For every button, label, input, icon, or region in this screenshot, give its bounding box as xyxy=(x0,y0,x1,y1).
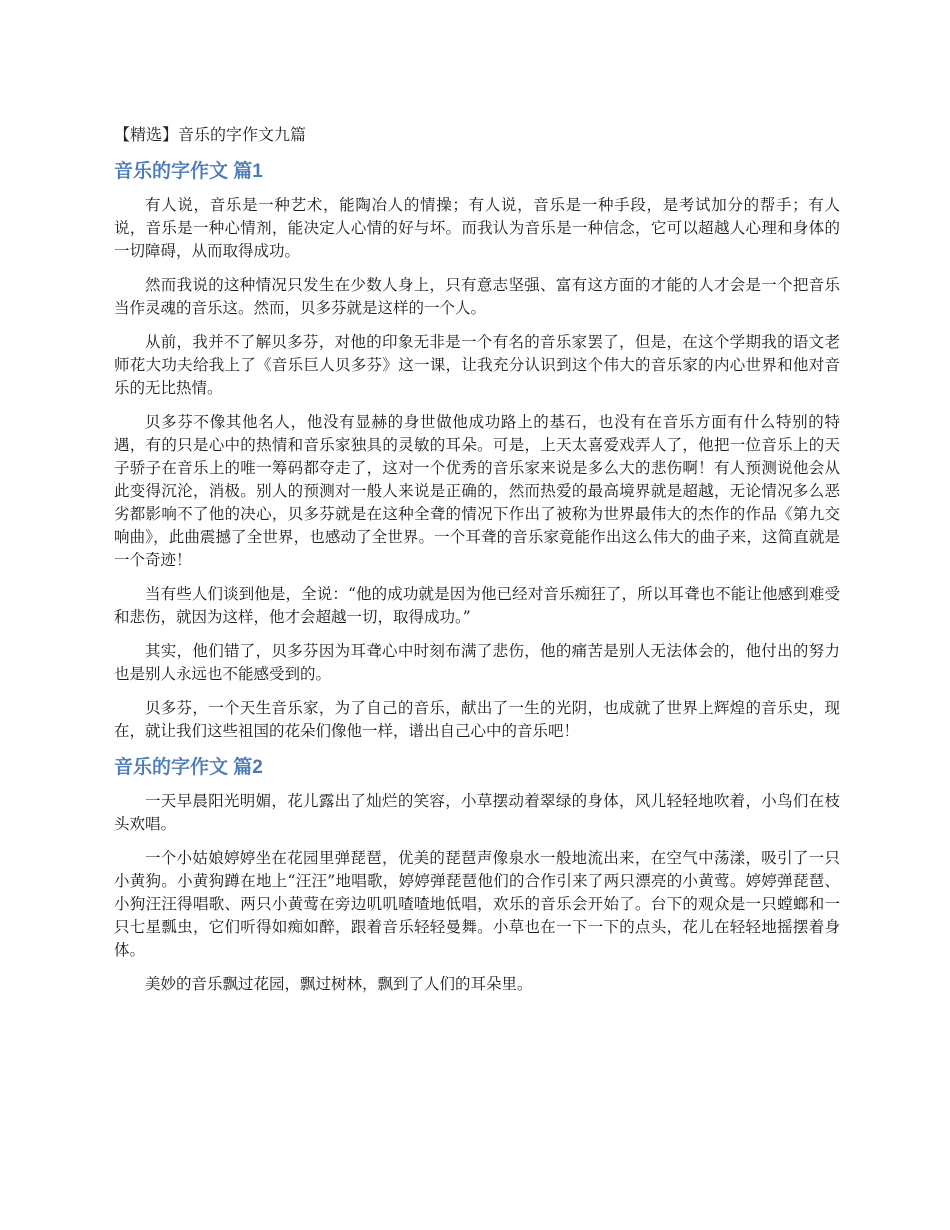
paragraph: 其实，他们错了，贝多芬因为耳聋心中时刻布满了悲伤，他的痛苦是别人无法体会的，他付出的努力也是别人永远也不能感受到的。 xyxy=(114,642,840,683)
section-1 xyxy=(114,158,840,743)
document-page xyxy=(114,122,840,1007)
paragraph: 有人说，音乐是一种艺术，能陶冶人的情操；有人说，音乐是一种手段，是考试加分的帮手；有人说，音乐是一种心情剂，能决定人心情的好与坏。而我认为音乐是一种信念，它可以超越人心理和身体的一切障碍，从而取得成功。 xyxy=(114,196,840,260)
paragraph: 贝多芬不像其他名人，他没有显赫的身世做他成功路上的基石，也没有在音乐方面有什么特别的特遇，有的只是心中的热情和音乐家独具的灵敏的耳朵。可是，上天太喜爱戏弄人了，他把一位音乐上的天子骄子在音乐上的唯一筹码都夺走了，这对一个优秀的音乐家来说是多么大的悲伤啊！有人预测说他会从此变得沉沦，消极。别人的预测对一般人来说是正确的，然而热爱的最高境界就是超越，无论情况多么恶劣都影响不了他的决心，贝多芬就是在这种全聋的情况下作出了被称为世界最伟大的杰作的作品《第九交响曲》，此曲震撼了全世界，也感动了全世界。一个耳聋的音乐家竟能作出这么伟大的曲子来，这简直就是一个奇迹！ xyxy=(114,413,840,569)
section-heading: 音乐的字作文 篇2 xyxy=(114,757,263,778)
paragraph: 美妙的音乐飘过花园，飘过树林，飘到了人们的耳朵里。 xyxy=(145,975,533,993)
paragraph: 然而我说的这种情况只发生在少数人身上，只有意志坚强、富有这方面的才能的人才会是一个把音乐当作灵魂的音乐这。然而，贝多芬就是这样的一个人。 xyxy=(114,276,840,317)
paragraph: 当有些人们谈到他是，全说：“他的成功就是因为他已经对音乐痴狂了，所以耳聋也不能让他感到难受和悲伤，就因为这样，他才会超越一切，取得成功。” xyxy=(114,585,840,626)
document-title: 【精选】音乐的字作文九篇 xyxy=(114,125,307,144)
section-heading: 音乐的字作文 篇1 xyxy=(114,161,263,182)
section-2 xyxy=(114,754,840,996)
paragraph: 从前，我并不了解贝多芬，对他的印象无非是一个有名的音乐家罢了，但是，在这个学期我的语文老师花大功夫给我上了《音乐巨人贝多芬》这一课，让我充分认识到这个伟大的音乐家的内心世界和他对音乐的无比热情。 xyxy=(114,333,840,397)
paragraph: 贝多芬，一个天生音乐家，为了自己的音乐，献出了一生的光阴，也成就了世界上辉煌的音乐史，现在，就让我们这些祖国的花朵们像他一样，谱出自己心中的音乐吧！ xyxy=(114,699,840,740)
paragraph: 一天早晨阳光明媚，花儿露出了灿烂的笑容，小草摆动着翠绿的身体，风儿轻轻地吹着，小鸟们在枝头欢唱。 xyxy=(114,792,840,833)
paragraph: 一个小姑娘婷婷坐在花园里弹琵琶，优美的琵琶声像泉水一般地流出来，在空气中荡漾，吸引了一只小黄狗。小黄狗蹲在地上“汪汪”地唱歌，婷婷弹琵琶他们的合作引来了两只漂亮的小黄莺。婷婷弹琵琶、小狗汪汪得唱歌、两只小黄莺在旁边叽叽喳喳地低唱，欢乐的音乐会开始了。台下的观众是一只螳螂和一只七星瓢虫，它们听得如痴如醉，跟着音乐轻轻曼舞。小草也在一下一下的点头，花儿在轻轻地摇摆着身体。 xyxy=(114,849,840,959)
